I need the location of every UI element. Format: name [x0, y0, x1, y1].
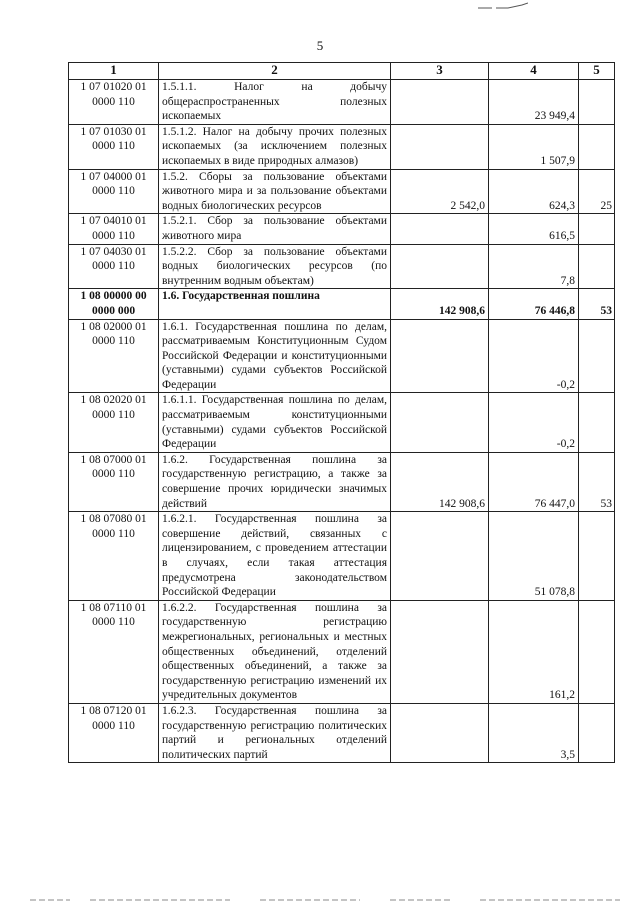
table-row [69, 289, 615, 319]
name-cell: 1.5.2.2. Сбор за пользование объектами водных биологических ресурсов (по внутренним водным объектам) [159, 244, 391, 289]
table-row [69, 393, 615, 452]
code-cell: 1 08 07120 01 0000 110 [69, 703, 159, 762]
code-cell: 1 08 00000 00 0000 000 [69, 289, 159, 319]
table-row [69, 703, 615, 762]
table-row [69, 452, 615, 511]
value-col4-cell: -0,2 [489, 393, 579, 452]
name-cell: 1.6.2.2. Государственная пошлина за государственную регистрацию межрегиональных, региональных и местных общественных объединений, отделений общественных объединений, а также за государственную регистрацию изменений их учредительных документов [159, 600, 391, 703]
value-col3-cell [391, 393, 489, 452]
value-col4-cell: 76 447,0 [489, 452, 579, 511]
scan-mark-bottom [30, 897, 620, 903]
value-col4-cell: -0,2 [489, 319, 579, 393]
value-col4-cell: 7,8 [489, 244, 579, 289]
value-col3-cell [391, 319, 489, 393]
value-col5-cell [579, 703, 615, 762]
value-col5-cell: 53 [579, 289, 615, 319]
code-cell: 1 07 01030 01 0000 110 [69, 124, 159, 169]
value-col4-cell: 616,5 [489, 214, 579, 244]
value-col5-cell [579, 600, 615, 703]
name-cell: 1.6. Государственная пошлина [159, 289, 391, 319]
table-row [69, 244, 615, 289]
name-cell: 1.6.1. Государственная пошлина по делам, рассматриваемым Конституционным Судом Российской Федерации и конституционными (уставными) судами субъектов Российской Федерации [159, 319, 391, 393]
value-col4-cell: 51 078,8 [489, 512, 579, 601]
value-col3-cell [391, 600, 489, 703]
budget-table [68, 62, 615, 763]
value-col4-cell: 76 446,8 [489, 289, 579, 319]
table-row [69, 80, 615, 125]
code-cell: 1 08 07080 01 0000 110 [69, 512, 159, 601]
name-cell: 1.6.2.1. Государственная пошлина за совершение действий, связанных с лицензированием, с проведением аттестации в случаях, если такая аттестация предусмотрена законодательством Российской Федерации [159, 512, 391, 601]
value-col4-cell: 23 949,4 [489, 80, 579, 125]
header-col-2: 2 [159, 63, 391, 80]
value-col5-cell: 25 [579, 169, 615, 214]
value-col3-cell [391, 80, 489, 125]
value-col3-cell [391, 512, 489, 601]
name-cell: 1.5.2.1. Сбор за пользование объектами животного мира [159, 214, 391, 244]
value-col4-cell: 161,2 [489, 600, 579, 703]
value-col5-cell: 53 [579, 452, 615, 511]
name-cell: 1.6.2. Государственная пошлина за государственную регистрацию, а также за совершение прочих юридически значимых действий [159, 452, 391, 511]
name-cell: 1.6.2.3. Государственная пошлина за государственную регистрацию политических партий и региональных отделений политических партий [159, 703, 391, 762]
code-cell: 1 08 02020 01 0000 110 [69, 393, 159, 452]
name-cell: 1.5.1.1. Налог на добычу общераспространенных полезных ископаемых [159, 80, 391, 125]
name-cell: 1.6.1.1. Государственная пошлина по делам, рассматриваемым конституционными (уставными) судами субъектов Российской Федерации [159, 393, 391, 452]
table-row [69, 600, 615, 703]
value-col3-cell: 142 908,6 [391, 452, 489, 511]
value-col3-cell: 142 908,6 [391, 289, 489, 319]
value-col5-cell [579, 319, 615, 393]
table-row [69, 124, 615, 169]
value-col3-cell [391, 244, 489, 289]
header-col-4: 4 [489, 63, 579, 80]
name-cell: 1.5.1.2. Налог на добычу прочих полезных ископаемых (за исключением полезных ископаемых в виде природных алмазов) [159, 124, 391, 169]
code-cell: 1 07 04000 01 0000 110 [69, 169, 159, 214]
table-header-row [69, 63, 615, 80]
value-col5-cell [579, 214, 615, 244]
table-row [69, 512, 615, 601]
table-row [69, 214, 615, 244]
code-cell: 1 07 01020 01 0000 110 [69, 80, 159, 125]
value-col5-cell [579, 124, 615, 169]
value-col4-cell: 3,5 [489, 703, 579, 762]
table-row [69, 169, 615, 214]
value-col3-cell: 2 542,0 [391, 169, 489, 214]
header-col-5: 5 [579, 63, 615, 80]
value-col3-cell [391, 703, 489, 762]
code-cell: 1 07 04030 01 0000 110 [69, 244, 159, 289]
value-col5-cell [579, 393, 615, 452]
value-col5-cell [579, 512, 615, 601]
value-col5-cell [579, 80, 615, 125]
header-col-3: 3 [391, 63, 489, 80]
code-cell: 1 08 02000 01 0000 110 [69, 319, 159, 393]
value-col4-cell: 1 507,9 [489, 124, 579, 169]
table-row [69, 319, 615, 393]
scan-mark-top [478, 2, 528, 10]
code-cell: 1 07 04010 01 0000 110 [69, 214, 159, 244]
value-col3-cell [391, 124, 489, 169]
page-number: 5 [316, 38, 324, 53]
code-cell: 1 08 07000 01 0000 110 [69, 452, 159, 511]
name-cell: 1.5.2. Сборы за пользование объектами животного мира и за пользование объектами водных биологических ресурсов [159, 169, 391, 214]
header-col-1: 1 [69, 63, 159, 80]
value-col4-cell: 624,3 [489, 169, 579, 214]
value-col3-cell [391, 214, 489, 244]
code-cell: 1 08 07110 01 0000 110 [69, 600, 159, 703]
value-col5-cell [579, 244, 615, 289]
